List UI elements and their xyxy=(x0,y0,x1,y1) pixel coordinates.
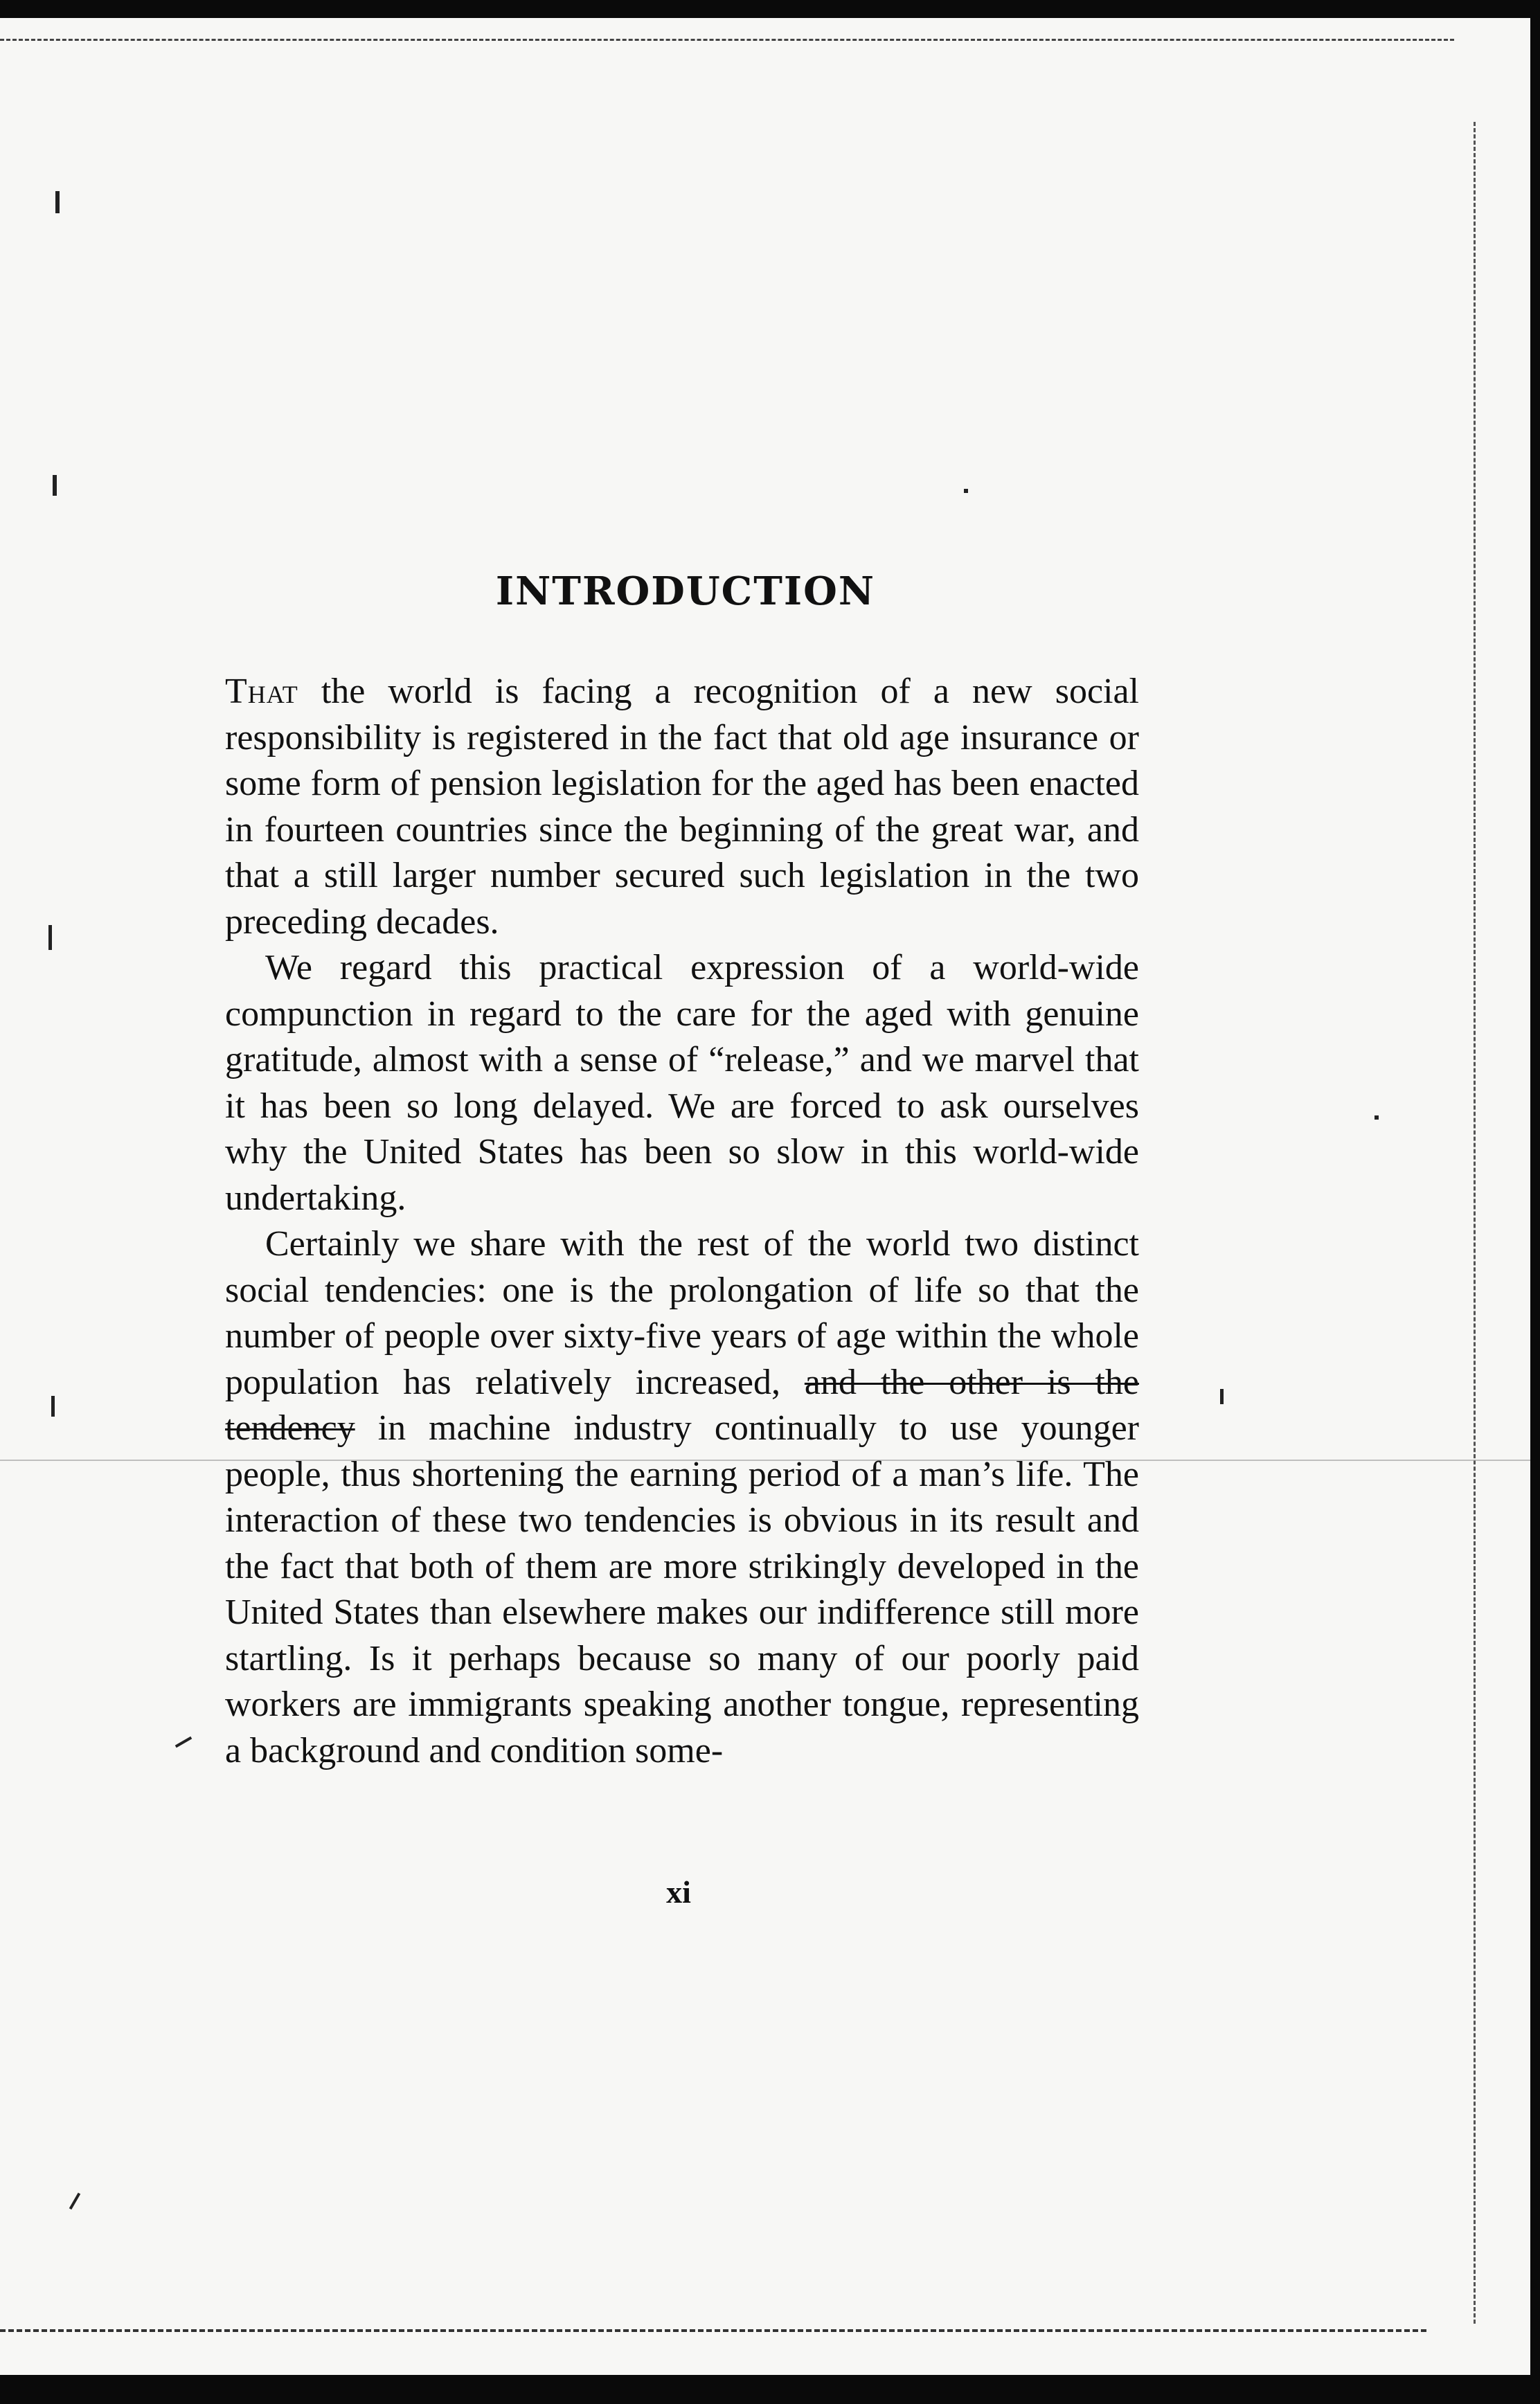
margin-check-mark xyxy=(175,1737,192,1748)
right-edge-rule xyxy=(1474,122,1476,2324)
paragraph-lead-word: That xyxy=(225,672,298,711)
paragraph-3-text-start: Certainly we share with the rest of the world two distinct social tendencies: one is the prolongation of life so that the number of people over sixty-five years of age within the whole population has relatively increased, xyxy=(225,1224,1139,1402)
top-edge-rule xyxy=(0,39,1454,41)
paragraph-3-text-end: in machine industry continually to use younger people, thus shortening the earning period of a man’s life. The interaction of these two tendencies is obvious in its result and the fact that both of them are more strikingly developed in the United States than elsewhere makes our indifference still more startling. Is it perhaps because so many of our poorly paid workers are immigrants speaking another tongue, representing a background and condition some- xyxy=(225,1408,1139,1770)
margin-speck xyxy=(51,1396,55,1417)
page-title: INTRODUCTION xyxy=(495,568,876,614)
book-page xyxy=(0,18,1530,2375)
margin-speck xyxy=(69,2193,80,2210)
margin-speck xyxy=(1375,1115,1379,1120)
margin-speck xyxy=(55,191,60,213)
margin-speck xyxy=(964,489,968,493)
paragraph-3 xyxy=(225,1221,1139,1774)
paragraph-2: We regard this practical expression of a world-wide compunction in regard to the care for the aged with genuine gratitude, almost with a sense of “release,” and we marvel that it has been so long delayed. We are forced to ask ourselves why the United States has been so slow in this world-wide undertaking. xyxy=(225,948,1139,1218)
paragraph-1-text: the world is facing a recognition of a new social responsibility is registered in the fact that old age insurance or some form of pension legislation for the aged has been enacted in fourteen countries since the beginning of the great war, and that a still larger number secured such legislation in the two preceding decades. xyxy=(225,672,1139,942)
struck-through-text: and the other is the tendency xyxy=(225,1362,1139,1448)
page-number: xi xyxy=(666,1874,691,1910)
margin-speck xyxy=(53,475,57,496)
paragraph-1 xyxy=(225,669,1139,945)
margin-speck xyxy=(48,925,52,950)
margin-speck xyxy=(1220,1389,1224,1404)
body-text xyxy=(225,669,1139,1774)
bottom-edge-rule xyxy=(0,2329,1426,2332)
